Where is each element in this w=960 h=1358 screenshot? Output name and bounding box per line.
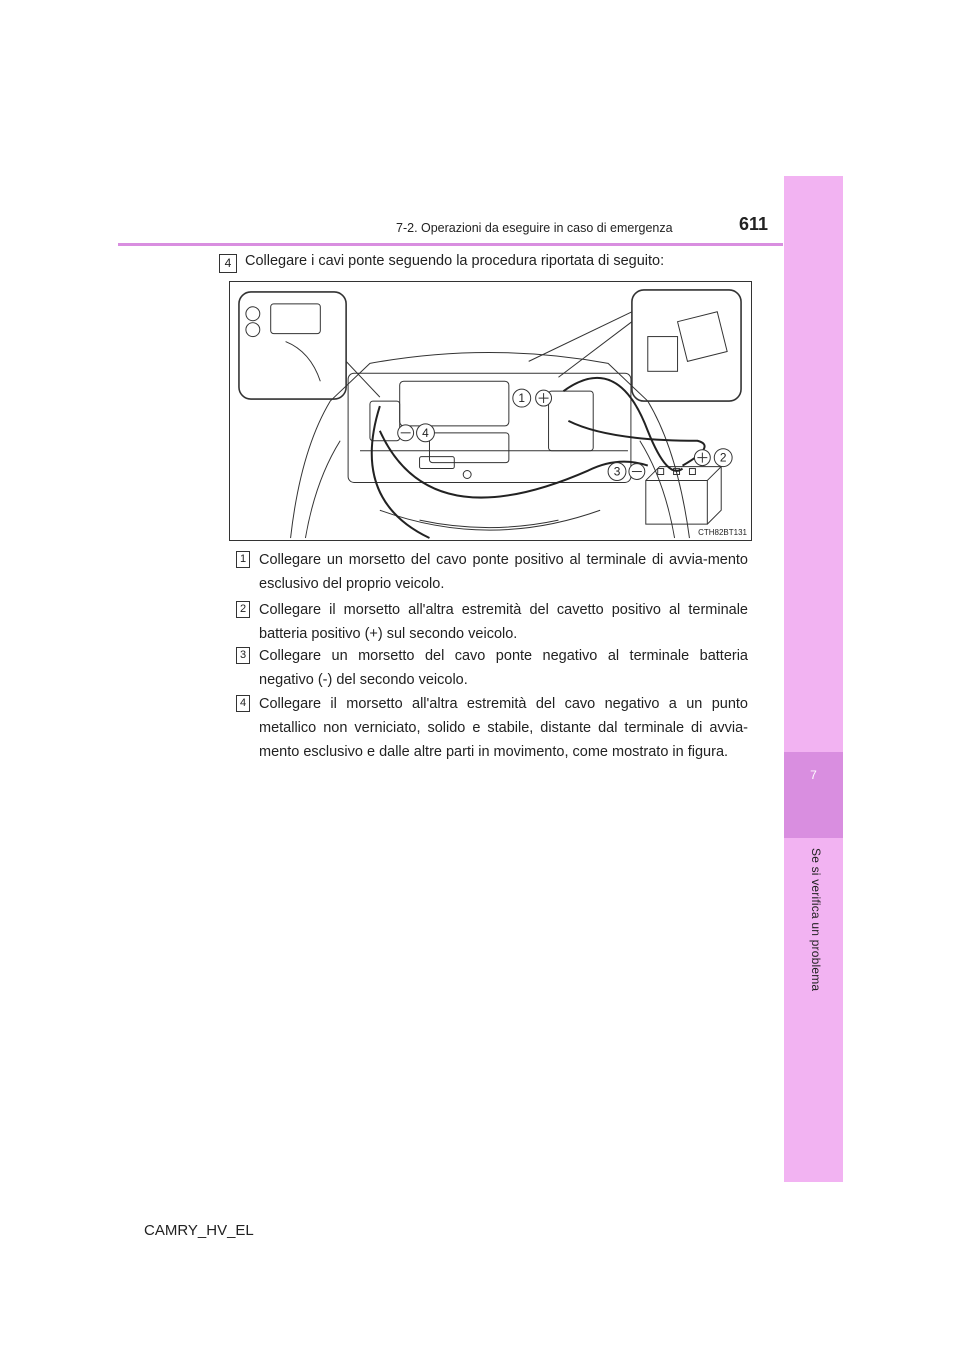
callout-2: 2: [719, 450, 727, 465]
jump-start-figure: [229, 281, 752, 541]
callout-4: 4: [422, 425, 429, 440]
item-badge: 2: [236, 601, 250, 618]
list-item: [236, 644, 748, 692]
item-text: Collegare il morsetto all'altra estremità del cavetto positivo al terminale batteria positivo (+) sul secondo veicolo.: [259, 602, 748, 642]
step-badge: 4: [219, 254, 237, 273]
list-item: [236, 548, 748, 596]
figure-code: CTH82BT131: [698, 528, 747, 537]
callout-1: 1: [518, 391, 526, 406]
footer-model: CAMRY_HV_EL: [144, 1222, 254, 1239]
chapter-tab-active[interactable]: [784, 752, 843, 838]
callout-3: 3: [613, 464, 621, 479]
chapter-label: Se si verifica un problema: [809, 848, 823, 992]
page-number: 611: [739, 214, 769, 234]
item-badge: 3: [236, 647, 250, 664]
step-text: Collegare i cavi ponte seguendo la procedura riportata di seguito:: [245, 253, 665, 269]
jump-start-illustration: [230, 282, 751, 540]
chapter-number: 7: [810, 768, 817, 782]
item-badge: 1: [236, 551, 250, 568]
item-badge: 4: [236, 695, 250, 712]
list-item: [236, 598, 748, 646]
list-item: [236, 692, 748, 764]
header-rule: [118, 243, 783, 246]
item-text: Collegare il morsetto all'altra estremità del cavo negativo a un punto metallico non verniciato, solido e stabile, distante dal terminale di avvia-mento esclusivo e dalle altre parti in movimento, come mostrato in figura.: [259, 696, 748, 760]
item-text: Collegare un morsetto del cavo ponte positivo al terminale di avvia-mento esclusivo del proprio veicolo.: [259, 552, 748, 592]
section-title: 7-2. Operazioni da eseguire in caso di emergenza: [396, 221, 673, 235]
item-text: Collegare un morsetto del cavo ponte negativo al terminale batteria negativo (-) del secondo veicolo.: [259, 648, 748, 688]
